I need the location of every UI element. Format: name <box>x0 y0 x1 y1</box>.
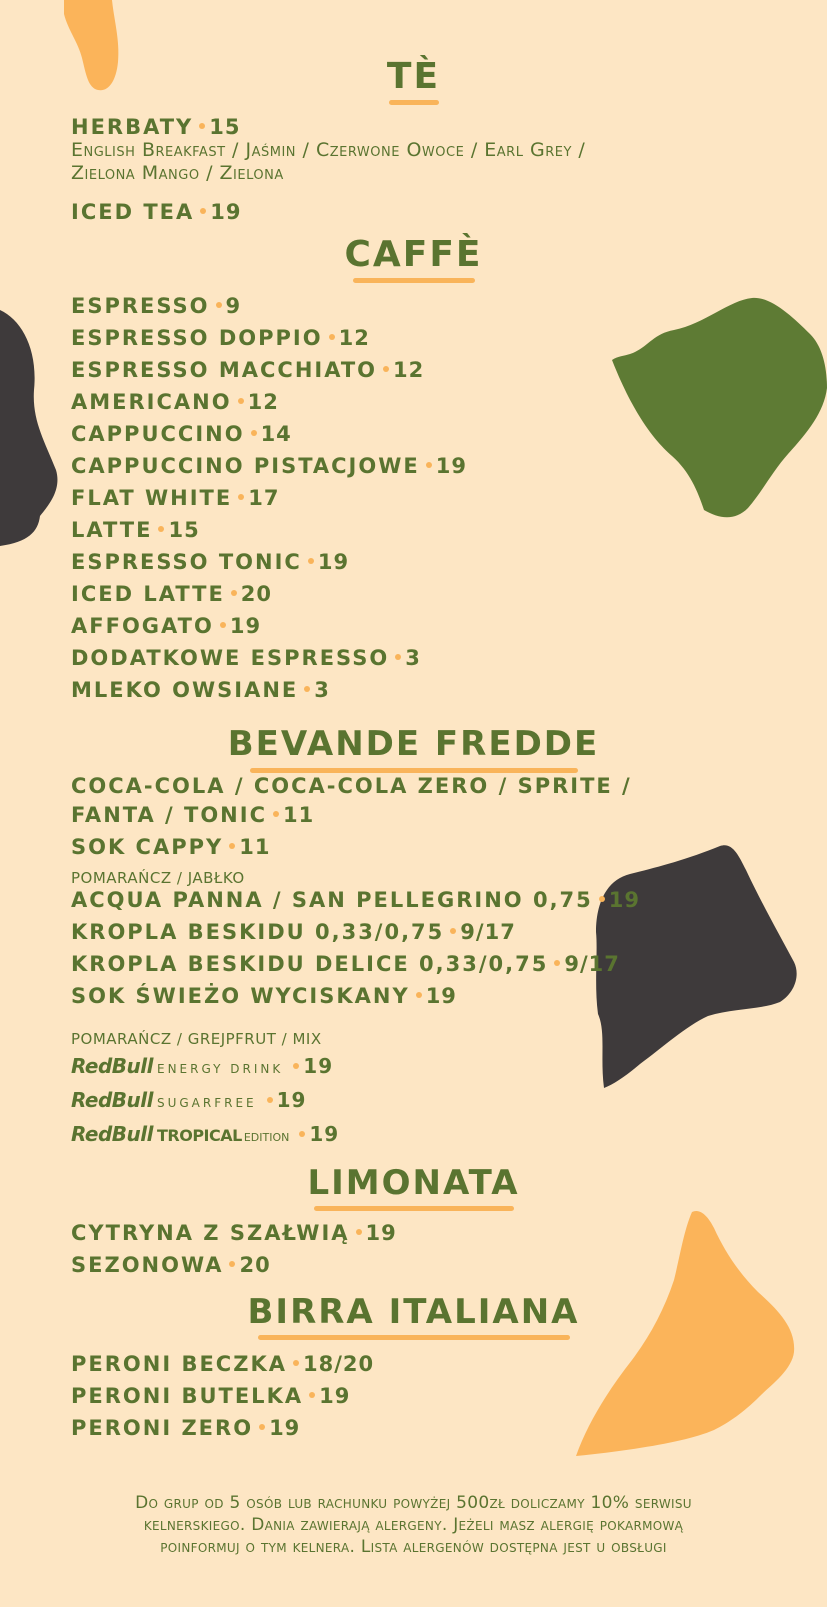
item-price: 11 <box>282 803 315 827</box>
dot-separator <box>309 1392 315 1398</box>
dot-separator <box>273 811 279 817</box>
dot-separator <box>450 928 456 934</box>
dot-separator <box>199 123 205 129</box>
redbull-variant: ENERGY DRINK <box>156 1062 284 1076</box>
heading-underline <box>353 278 475 283</box>
footer-line-3: poinformuj o tym kelnera. Lista alergenów dostępna jest u obsługi <box>160 1537 667 1557</box>
item-name: PERONI BECZKA <box>71 1352 287 1376</box>
item-name: ESPRESSO TONIC <box>71 550 302 574</box>
item-price: 12 <box>338 326 370 350</box>
section-title-bevande <box>0 724 827 774</box>
section-title-limonata-text: LIMONATA <box>307 1163 520 1203</box>
item-price: 19 <box>303 1054 334 1078</box>
menu-item <box>71 614 261 638</box>
item-price: 19 <box>365 1221 397 1245</box>
dot-separator <box>158 526 164 532</box>
item-price: 18/20 <box>302 1352 375 1376</box>
menu-item <box>71 294 241 318</box>
item-price: 15 <box>168 518 200 542</box>
redbull-variant: TROPICAL <box>156 1126 242 1145</box>
section-title-caffe-text: CAFFÈ <box>344 234 483 275</box>
item-name: ESPRESSO DOPPIO <box>71 326 323 350</box>
item-price: 20 <box>239 1253 271 1277</box>
item-name: COCA-COLA / COCA-COLA ZERO / SPRITE / <box>71 774 632 798</box>
dot-separator <box>259 1424 265 1430</box>
dot-separator <box>267 1097 273 1103</box>
dot-separator <box>554 960 560 966</box>
menu-item <box>71 888 640 912</box>
dot-separator <box>426 462 432 468</box>
item-name: ICED LATTE <box>71 582 225 606</box>
heading-underline <box>389 100 439 105</box>
redbull-variant: SUGARFREE <box>156 1096 257 1110</box>
item-price: 3 <box>314 678 330 702</box>
section-title-limonata <box>0 1163 827 1213</box>
dot-separator <box>238 494 244 500</box>
item-name: CAPPUCCINO PISTACJOWE <box>71 454 420 478</box>
redbull-logo: RedBull <box>71 1122 153 1146</box>
item-name: PERONI BUTELKA <box>71 1384 304 1408</box>
item-price: 9/17 <box>460 920 516 944</box>
item-price: 14 <box>260 422 292 446</box>
dot-separator <box>229 843 235 849</box>
menu-item-sok-cappy <box>71 835 270 859</box>
item-name: FANTA / TONIC <box>71 803 267 827</box>
menu-item-soft-drinks <box>71 774 632 798</box>
menu-item <box>71 920 516 944</box>
item-price: 19 <box>229 614 262 638</box>
dot-separator <box>229 1261 235 1267</box>
menu-item <box>71 1253 271 1277</box>
dot-separator <box>308 558 314 564</box>
dot-separator <box>293 1063 299 1069</box>
menu-item <box>71 1221 397 1245</box>
menu-item-soft-drinks-line2 <box>71 803 314 827</box>
item-name: DODATKOWE ESPRESSO <box>71 646 390 670</box>
dot-separator <box>356 1229 362 1235</box>
menu-item <box>71 1384 350 1408</box>
section-title-caffe <box>0 234 827 284</box>
redbull-logo: RedBull <box>71 1054 153 1078</box>
menu-item <box>71 454 467 478</box>
item-price: 19 <box>608 888 641 912</box>
heading-underline <box>250 768 578 773</box>
item-price: 9 <box>225 294 242 318</box>
dot-separator <box>599 896 605 902</box>
footer-note <box>60 1492 767 1558</box>
dark-blob-left <box>0 310 62 550</box>
dark-blob-right <box>596 844 800 1090</box>
dot-separator <box>200 208 206 214</box>
item-name: CYTRYNA Z SZAŁWIĄ <box>71 1221 350 1245</box>
dot-separator <box>304 686 310 692</box>
menu-item-herbaty <box>71 115 241 139</box>
item-price: 19 <box>269 1416 301 1440</box>
menu-item <box>71 952 620 976</box>
menu-item <box>71 326 370 350</box>
footer-line-2: kelnerskiego. Dania zawierają alergeny. Jeżeli masz alergię pokarmową <box>143 1515 684 1535</box>
item-price: 20 <box>240 582 273 606</box>
item-price: 12 <box>247 390 279 414</box>
herbaty-flavors-line1: English Breakfast / Jaśmin / Czerwone Owoce / Earl Grey / <box>71 139 586 161</box>
item-price: 19 <box>317 550 350 574</box>
item-name: KROPLA BESKIDU DELICE 0,33/0,75 <box>71 952 549 976</box>
menu-item <box>71 646 421 670</box>
item-price: 17 <box>248 486 280 510</box>
menu-item <box>71 550 349 574</box>
item-price: 19 <box>425 984 457 1008</box>
section-title-birra <box>0 1292 827 1342</box>
item-price: 19 <box>276 1088 307 1112</box>
dot-separator <box>251 430 257 436</box>
redbull-edition: EDITION <box>243 1131 290 1144</box>
item-price: 19 <box>210 200 242 224</box>
dot-separator <box>416 992 422 998</box>
redbull-logo: RedBull <box>71 1088 153 1112</box>
heading-underline <box>258 1335 570 1340</box>
sok-swiezo-flavors: POMARAŃCZ / GREJPFRUT / MIX <box>71 1030 322 1048</box>
menu-item <box>71 1416 300 1440</box>
item-name: SOK ŚWIEŻO WYCISKANY <box>71 984 410 1008</box>
heading-underline <box>314 1206 514 1211</box>
green-blob-right <box>612 296 827 522</box>
dot-separator <box>220 622 226 628</box>
menu-item-redbull-sugarfree <box>71 1088 306 1112</box>
sok-cappy-flavors: POMARAŃCZ / JABŁKO <box>71 869 245 887</box>
menu-item <box>71 390 279 414</box>
item-name: MLEKO OWSIANE <box>71 678 299 702</box>
item-name: SOK CAPPY <box>71 835 224 859</box>
dot-separator <box>231 590 237 596</box>
menu-item <box>71 358 424 382</box>
item-name: LATTE <box>71 518 153 542</box>
item-price: 11 <box>239 835 271 859</box>
item-price: 19 <box>309 1122 340 1146</box>
herbaty-flavors-line2: Zielona Mango / Zielona <box>71 162 284 184</box>
dot-separator <box>238 398 244 404</box>
item-price: 19 <box>435 454 467 478</box>
section-title-te-text: TÈ <box>386 56 441 97</box>
item-name: CAPPUCCINO <box>71 422 245 446</box>
section-title-bevande-text: BEVANDE FREDDE <box>227 724 600 764</box>
menu-item <box>71 422 292 446</box>
dot-separator <box>395 654 401 660</box>
item-price: 15 <box>209 115 241 139</box>
menu-item-iced-tea <box>71 200 241 224</box>
item-name: FLAT WHITE <box>71 486 233 510</box>
dot-separator <box>329 334 335 340</box>
section-title-te <box>0 56 827 106</box>
dot-separator <box>383 366 389 372</box>
item-price: 3 <box>405 646 421 670</box>
dot-separator <box>216 302 222 308</box>
menu-item <box>71 518 200 542</box>
menu-item-redbull-energy <box>71 1054 333 1078</box>
item-price: 19 <box>319 1384 351 1408</box>
item-name: ESPRESSO <box>71 294 210 318</box>
menu-item <box>71 1352 374 1376</box>
dot-separator <box>293 1360 299 1366</box>
menu-item <box>71 486 279 510</box>
item-name: HERBATY <box>71 115 194 139</box>
menu-item <box>71 582 272 606</box>
item-name: ICED TEA <box>71 200 195 224</box>
item-name: PERONI ZERO <box>71 1416 254 1440</box>
menu-item-redbull-tropical <box>71 1122 339 1146</box>
footer-line-1: Do grup od 5 osób lub rachunku powyżej 500zł doliczamy 10% serwisu <box>135 1493 692 1513</box>
item-name: KROPLA BESKIDU 0,33/0,75 <box>71 920 445 944</box>
item-name: ACQUA PANNA / SAN PELLEGRINO 0,75 <box>71 888 593 912</box>
item-name: ESPRESSO MACCHIATO <box>71 358 378 382</box>
section-title-birra-text: BIRRA ITALIANA <box>247 1292 580 1332</box>
menu-item-sok-swiezo <box>71 984 457 1008</box>
item-name: AFFOGATO <box>71 614 214 638</box>
item-name: SEZONOWA <box>71 1253 224 1277</box>
dot-separator <box>299 1131 305 1137</box>
menu-item <box>71 678 330 702</box>
item-price: 12 <box>393 358 425 382</box>
item-name: AMERICANO <box>71 390 232 414</box>
item-price: 9/17 <box>564 952 620 976</box>
